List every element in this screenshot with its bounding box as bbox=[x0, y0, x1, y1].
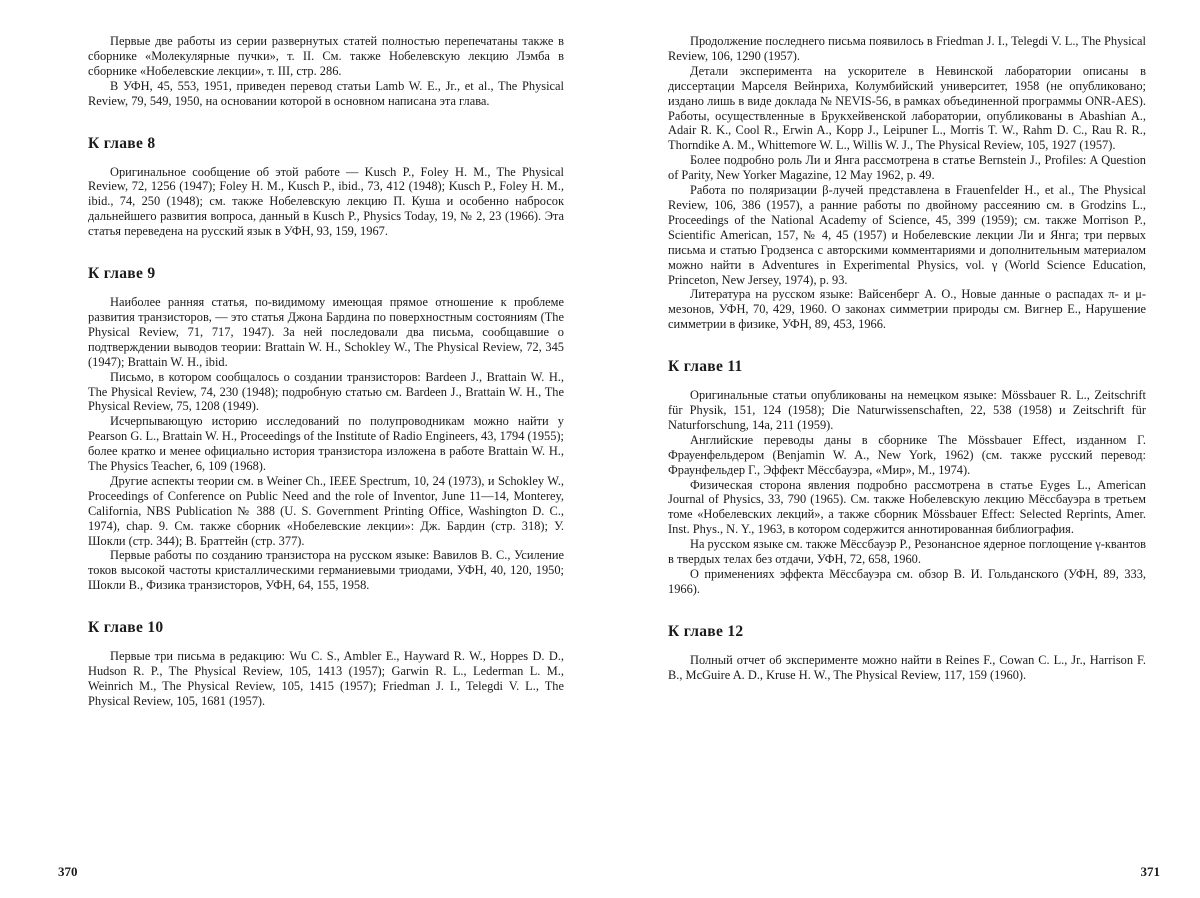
page-number: 371 bbox=[1140, 864, 1160, 879]
chapter-9-paragraph: Письмо, в котором сообщалось о создании транзисторов: Bardeen J., Brattain W. H., The Physical Review, 74, 230 (1948); подробную статью см. Bardeen J., Brattain W. H., The Physical Review, 75, 1208 (1949). bbox=[88, 369, 564, 414]
chapter-10-paragraph: Первые три письма в редакцию: Wu C. S., Ambler E., Hayward R. W., Hoppes D. D., Hudson R. P., The Physical Review, 105, 1413 (1957); Garwin R. L., Lederman L. M., Weinrich M., The Physical Review, 105, 1415 (1957); Friedman J. I., Telegdi V. L., The Physical Review, 105, 1681 (1957). bbox=[88, 649, 564, 708]
chapter-11-paragraph: Оригинальные статьи опубликованы на немецком языке: Mössbauer R. L., Zeitschrift für Physik, 151, 124 (1958); Die Naturwissenschaften, 22, 538 (1958) и Zeitschrift für Naturforschung, 14a, 211 (1959). bbox=[668, 388, 1146, 432]
chapter-8-paragraph: Оригинальное сообщение об этой работе — Kusch P., Foley H. M., The Physical Review, 72, 1256 (1947); Foley H. M., Kusch P., ibid., 73, 412 (1948); Kusch P., Foley H. M., ibid., 74, 250 (1948); см. также Нобелевскую лекцию П. Куша и особенно набросок дальнейшего развития вопроса, данный в Kusch P., Physics Today, 19, № 2, 23 (1966). Эта статья переведена на русский язык в УФН, 93, 159, 1967. bbox=[88, 164, 564, 239]
chapter-9-paragraph: Исчерпывающую историю исследований по полупроводникам можно найти у Pearson G. L., Brattain W. H., Proceedings of the Institute of Radio Engineers, 43, 1794 (1955); более кратко и менее официально история транзистора изложена в работе Brattain W. H., The Physics Teacher, 6, 109 (1968). bbox=[88, 414, 564, 474]
page-number: 370 bbox=[58, 864, 78, 879]
chapter-9-heading: К главе 9 bbox=[88, 265, 156, 283]
left-column bbox=[88, 34, 564, 709]
chapter-8-heading: К главе 8 bbox=[88, 134, 156, 152]
chapter-9-paragraph: Другие аспекты теории см. в Weiner Ch., IEEE Spectrum, 10, 24 (1973), и Schokley W., Proceedings of Conference on Public Need and the role of Inventor, June 11—14, Monterey, California, NBS Publication № 388 (U. S. Government Printing Office, Washington D. C., 1974), chap. 9. См. также сборник «Нобелевские лекции»: Дж. Бардин (стр. 318); У. Шокли (стр. 344); В. Браттейн (стр. 377). bbox=[88, 473, 564, 548]
chapter-11-paragraph: На русском языке см. также Мёссбауэр Р., Резонансное ядерное поглощение γ-квантов в твердых телах без отдачи, УФН, 72, 658, 1960. bbox=[668, 537, 1146, 567]
chapter-11-paragraph: Физическая сторона явления подробно рассмотрена в статье Eyges L., American Journal of Physics, 33, 790 (1965). См. также Нобелевскую лекцию Мёссбауэра в третьем томе «Нобелевских лекций», а также сборник Mössbauer Effect: Selected Reprints, Amer. Inst. Phys., N. Y., 1963, в котором содержится аннотированная библиография. bbox=[668, 477, 1146, 537]
left-page bbox=[58, 0, 564, 898]
intro-paragraph: Первые две работы из серии развернутых статей полностью перепечатаны также в сборнике «Молекулярные пучки», т. II. См. также Нобелевскую лекцию Лэмба в сборнике «Нобелевские лекции», т. III, стр. 286. bbox=[88, 34, 564, 78]
continuation-paragraph: Продолжение последнего письма появилось в Friedman J. I., Telegdi V. L., The Physical Review, 106, 1290 (1957). bbox=[668, 34, 1146, 63]
right-page bbox=[668, 0, 1160, 898]
continuation-paragraph: Работа по поляризации β-лучей представлена в Frauenfelder H., et al., The Physical Review, 106, 386 (1957), а ранние работы по двойному рассеянию см. в Grodzins L., Proceedings of the National Academy of Science, 45, 399 (1959); см. также Morrison P., Scientific American, 157, № 4, 45 (1957) и Нобелевские лекции Ли и Янга; три первых письма и статью Гродзенса с авторскими комментариями и дополнительным материалом можно найти в Adventures in Experimental Physics, vol. γ (World Science Education, Princeton, New Jersey, 1974), p. 93. bbox=[668, 183, 1146, 287]
chapter-9-paragraph: Наиболее ранняя статья, по-видимому имеющая прямое отношение к проблеме развития транзисторов, — это статья Джона Бардина по поверхностным состояниям (The Physical Review, 71, 717, 1947). За ней последовали два письма, сообщавшие о подтверждении выводов теории: Brattain W. H., Schokley W., The Physical Review, 72, 345 (1947); Brattain W. H., ibid. bbox=[88, 295, 564, 369]
chapter-12-heading: К главе 12 bbox=[668, 622, 744, 640]
continuation-paragraph: Литература на русском языке: Вайсенберг А. О., Новые данные о распадах π- и μ-мезонов, УФН, 70, 429, 1960. О законах симметрии природы см. Вигнер Е., Нарушение симметрии в физике, УФН, 89, 453, 1966. bbox=[668, 287, 1146, 332]
right-column bbox=[668, 34, 1146, 683]
chapter-11-paragraph: О применениях эффекта Мёссбауэра см. обзор В. И. Гольданского (УФН, 89, 333, 1966). bbox=[668, 567, 1146, 596]
chapter-11-heading: К главе 11 bbox=[668, 358, 743, 376]
chapter-10-heading: К главе 10 bbox=[88, 619, 164, 637]
chapter-9-paragraph: Первые работы по созданию транзистора на русском языке: Вавилов В. С., Усиление токов высокой частоты кристаллическими германиевыми триодами, УФН, 40, 120, 1950; Шокли В., Физика транзисторов, УФН, 64, 155, 1958. bbox=[88, 548, 564, 593]
chapter-11-paragraph: Английские переводы даны в сборнике The Mössbauer Effect, изданном Г. Фрауенфельдером (Benjamin W. A., New York, 1962) (см. также русский перевод: Фраунфельдер Г., Эффект Мёссбауэра, «Мир», М., 1974). bbox=[668, 432, 1146, 477]
chapter-12-paragraph: Полный отчет об эксперименте можно найти в Reines F., Cowan C. L., Jr., Harrison F. B., McGuire A. D., Kruse H. W., The Physical Review, 117, 159 (1960). bbox=[668, 652, 1146, 682]
intro-paragraph: В УФН, 45, 553, 1951, приведен перевод статьи Lamb W. E., Jr., et al., The Physical Review, 79, 549, 1950, на основании которой в основном написана эта глава. bbox=[88, 78, 564, 108]
continuation-paragraph: Более подробно роль Ли и Янга рассмотрена в статье Bernstein J., Profiles: A Question of Parity, New Yorker Magazine, 12 May 1962, p. 49. bbox=[668, 153, 1146, 183]
continuation-paragraph: Детали эксперимента на ускорителе в Невинской лаборатории описаны в диссертации Марселя Вейнриха, Колумбийский университет, 1958 (не опубликовано; издано лишь в виде доклада № NEVIS-56, в рамках объединенной программы ONR-AES). Работы, осуществленные в Брукхейвенской лаборатории, опубликованы в Abashian A., Adair R. K., Cool R., Erwin A., Kopp J., Leipuner L., Morris T. W., Rahm D. C., Rau R. R., Thorndike A. M., Whittemore W. L., Willis W. J., The Physical Review, 105, 1927 (1957). bbox=[668, 63, 1146, 153]
